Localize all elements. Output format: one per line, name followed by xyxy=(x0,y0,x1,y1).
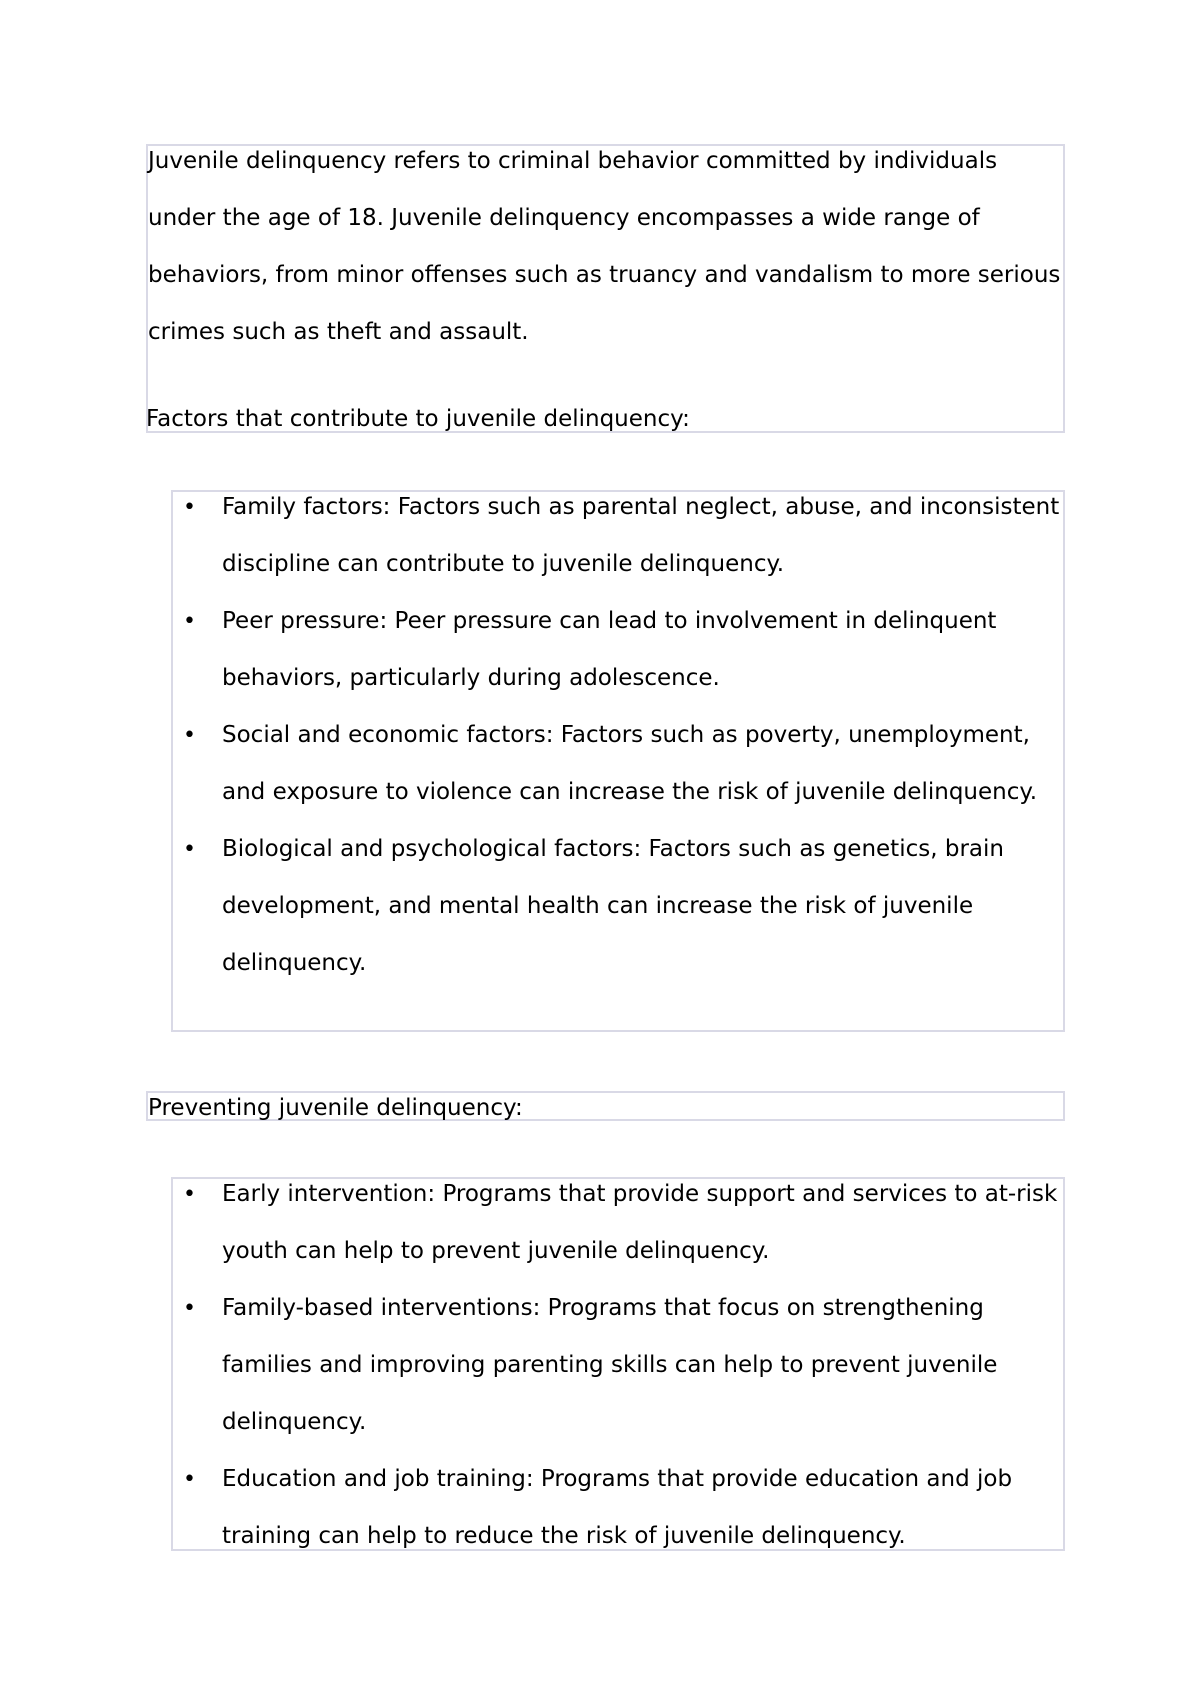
intro-paragraph: Juvenile delinquency refers to criminal behavior committed by individuals under the age of 18. Juvenile delinquency encompasses a wide range of behaviors, from minor offenses such as truancy and vandalism to more serious crimes such as theft and assault. xyxy=(148,148,1061,345)
factors-heading: Factors that contribute to juvenile delinquency: xyxy=(146,406,690,432)
prevention-heading-box xyxy=(146,1091,1065,1121)
prevention-list xyxy=(171,1177,1065,1551)
prevention-heading: Preventing juvenile delinquency: xyxy=(148,1095,523,1121)
list-item: • Biological and psychological factors: Factors such as genetics, brain development, and mental health can increase the risk of juvenile delinquency. xyxy=(173,821,1063,992)
list-item: • Family factors: Factors such as parental neglect, abuse, and inconsistent discipline can contribute to juvenile delinquency. xyxy=(173,479,1063,593)
intro-section xyxy=(146,144,1065,433)
list-item: • Peer pressure: Peer pressure can lead to involvement in delinquent behaviors, particularly during adolescence. xyxy=(173,593,1063,707)
list-item: • Social and economic factors: Factors such as poverty, unemployment, and exposure to violence can increase the risk of juvenile delinquency. xyxy=(173,707,1063,821)
list-item: • Education and job training: Programs that provide education and job training can help to reduce the risk of juvenile delinquency. xyxy=(173,1451,1063,1565)
list-item: • Family-based interventions: Programs that focus on strengthening families and improving parenting skills can help to prevent juvenile delinquency. xyxy=(173,1280,1063,1451)
list-item: • Early intervention: Programs that provide support and services to at-risk youth can help to prevent juvenile delinquency. xyxy=(173,1166,1063,1280)
factors-list xyxy=(171,490,1065,1032)
